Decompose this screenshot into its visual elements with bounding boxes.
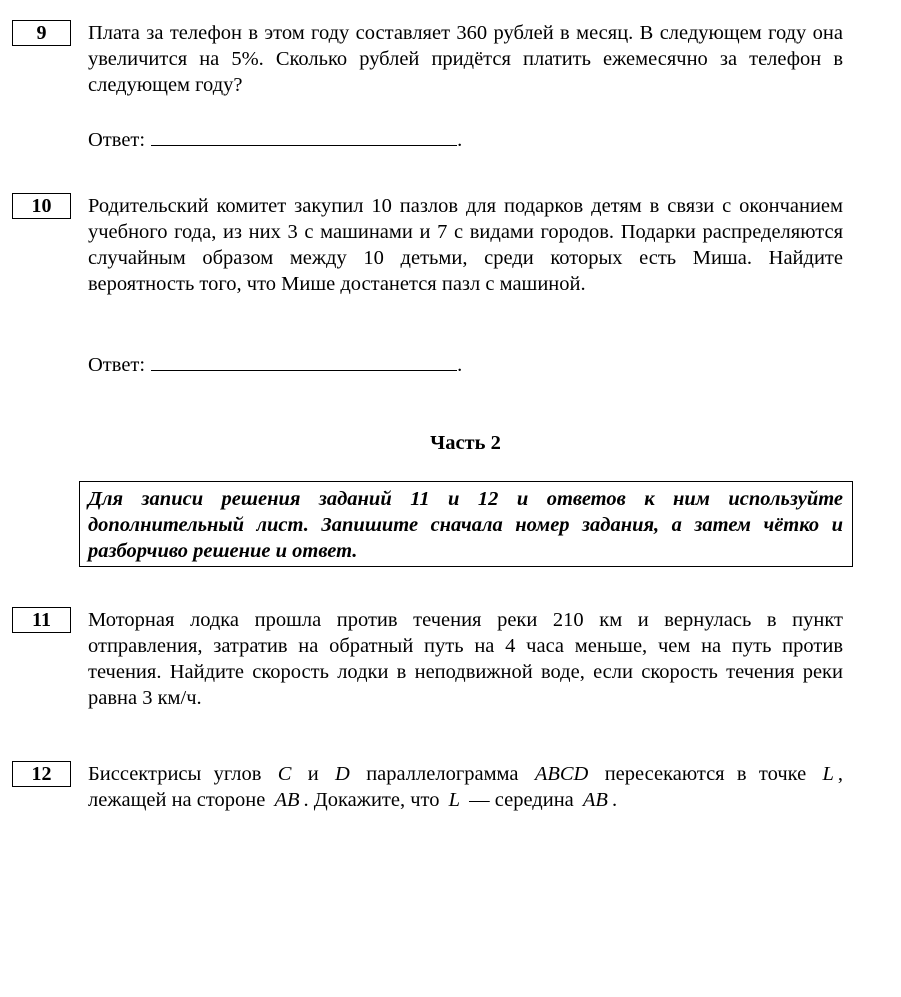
parallelogram-symbol: ABCD [534,763,589,785]
angle-d-symbol: D [335,763,350,785]
task-11-text [88,607,843,711]
task-10-statement: Родительский комитет закупил 10 пазлов для подарков детям в связи с окончанием учебного года, из них 3 с машинами и 7 с видами городов. Подарки распределяются случайным образом между 10 детьми, среди которых есть Миша. Найдите вероятность того, что Мише достанется пазл с машиной. [88,195,843,295]
side-ab-symbol-2: AB [582,789,608,811]
task-9-statement: Плата за телефон в этом году составляет 360 рублей в месяц. В следующем году она увеличится на 5%. Сколько рублей придётся платить ежемесячно за телефон в следующем году? [88,22,843,96]
task-9-text [88,20,843,98]
task-10-answer: Ответ: . [88,354,463,376]
task-9-number: 9 [12,20,71,46]
task-10-number: 10 [12,193,71,219]
task-9-answer-label: Ответ: [88,129,146,151]
task-12-number: 12 [12,761,71,787]
part-2-instructions: Для записи решения заданий 11 и 12 и ответов к ним используйте дополнительный лист. Запишите сначала номер задания, а затем чётко и разборчиво решение и ответ. [79,481,853,567]
task-12-statement: Биссектрисы углов C и D параллелограмма ABCD пересекаются в точке L , лежащей на стороне AB . Докажите, что L — середина AB . [88,763,844,811]
task-10-answer-label: Ответ: [88,354,146,376]
side-ab-symbol: AB [274,789,300,811]
task-9-answer-field[interactable] [151,127,457,146]
task-11-statement: Моторная лодка прошла против течения реки 210 км и вернулась в пункт отправления, затратив на обратный путь на 4 часа меньше, чем на путь против течения. Найдите скорость лодки в неподвижной воде, если скорость течения реки равна 3 км/ч. [88,609,843,709]
task-11-number: 11 [12,607,71,633]
point-l-symbol-2: L [448,789,461,811]
task-10-answer-field[interactable] [151,352,457,371]
point-l-symbol: L [822,763,834,785]
angle-c-symbol: C [277,763,292,785]
task-12-text [88,761,843,813]
part-2-title: Часть 2 [430,432,501,454]
task-9-answer: Ответ: . [88,129,463,151]
task-10-text [88,193,843,297]
